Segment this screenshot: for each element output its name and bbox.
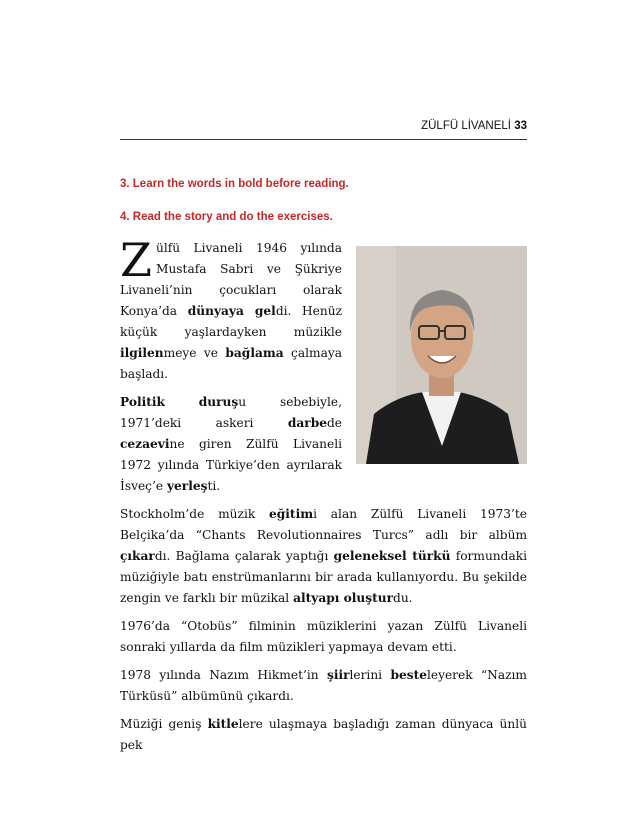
- portrait-illustration: [356, 246, 527, 464]
- paragraph-4: [120, 616, 527, 658]
- text-run: ti.: [207, 479, 221, 493]
- portrait-photo: [356, 246, 527, 464]
- bold-vocabulary-word: duruş: [198, 395, 239, 409]
- text-run: çalmaya başladı.: [120, 346, 342, 381]
- header-rule: [120, 139, 527, 140]
- text-run: u sebebiyle, 1971’deki askeri: [120, 395, 342, 430]
- bold-vocabulary-word: geleneksel türkü: [333, 549, 451, 563]
- bold-vocabulary-word: bağlama: [225, 346, 284, 360]
- bold-vocabulary-word: eğitim: [269, 507, 314, 521]
- bold-vocabulary-word: beste: [390, 668, 427, 682]
- text-run: lerini: [349, 668, 391, 682]
- bold-vocabulary-word: kitle: [207, 717, 239, 731]
- paragraph-6: [120, 714, 527, 756]
- text-run: 1978 yılında Nazım Hikmet’in: [120, 668, 327, 682]
- text-run: [165, 395, 199, 409]
- bold-vocabulary-word: şiir: [326, 668, 350, 682]
- header-author: ZÜLFÜ LİVANELİ: [421, 120, 511, 132]
- bold-vocabulary-word: Politik: [120, 395, 165, 409]
- text-run: du.: [393, 591, 413, 605]
- paragraph-5: [120, 665, 527, 707]
- text-run: meye ve: [163, 346, 226, 360]
- paragraph-2: [120, 392, 342, 497]
- running-header: [120, 120, 527, 136]
- text-run: lere ulaşmaya başladığı zaman dünyaca ünlü pek: [120, 717, 527, 752]
- paragraph-3: [120, 504, 527, 609]
- bold-vocabulary-word: altyapı oluştur: [293, 591, 394, 605]
- bold-vocabulary-word: çıkar: [120, 549, 155, 563]
- drop-cap: Z: [120, 233, 152, 287]
- text-run: ülfü Livaneli 1946 yılında Mustafa Sabri ve Şükriye Livaneli’nin çocukları olarak Konya’da: [120, 241, 342, 318]
- text-run: 1976’da “Otobüs” filminin müziklerini yazan Zülfü Livaneli sonraki yıllarda da film müzikleri yapmaya devam etti.: [120, 619, 527, 654]
- text-run: ne giren Zülfü Livaneli 1972 yılında Türkiye’den ayrılarak İsveç’e: [120, 437, 342, 493]
- text-run: dı. Bağlama çalarak yaptığı: [154, 549, 334, 563]
- bold-vocabulary-word: ilgilen: [120, 346, 164, 360]
- instruction-4: 4. Read the story and do the exercises.: [120, 211, 333, 223]
- bold-vocabulary-word: cezaevi: [120, 437, 170, 451]
- story-text: [120, 233, 528, 763]
- text-run: de: [326, 416, 342, 430]
- header-page-number: 33: [514, 120, 527, 132]
- paragraph-1: [120, 233, 342, 385]
- bold-vocabulary-word: yerleş: [166, 479, 208, 493]
- text-run: i alan Zülfü Livaneli 1973’te Belçika’da “Chants Revolutionnaires Turcs” adlı bir albüm: [120, 507, 528, 542]
- bold-vocabulary-word: darbe: [287, 416, 327, 430]
- instruction-3: 3. Learn the words in bold before reading.: [120, 178, 349, 190]
- text-run: Müziği geniş: [120, 717, 208, 731]
- text-run: leyerek “Nazım Türküsü” albümünü çıkardı.: [120, 668, 527, 703]
- text-run: di. Henüz küçük yaşlardayken müzikle: [120, 304, 342, 339]
- text-run: Stockholm’de müzik: [120, 507, 270, 521]
- text-run: formundaki müziğiyle batı enstrümanlarını bir arada kullanıyordu. Bu şekilde zengin ve farklı bir müzikal: [120, 549, 527, 605]
- bold-vocabulary-word: dünyaya gel: [187, 304, 276, 318]
